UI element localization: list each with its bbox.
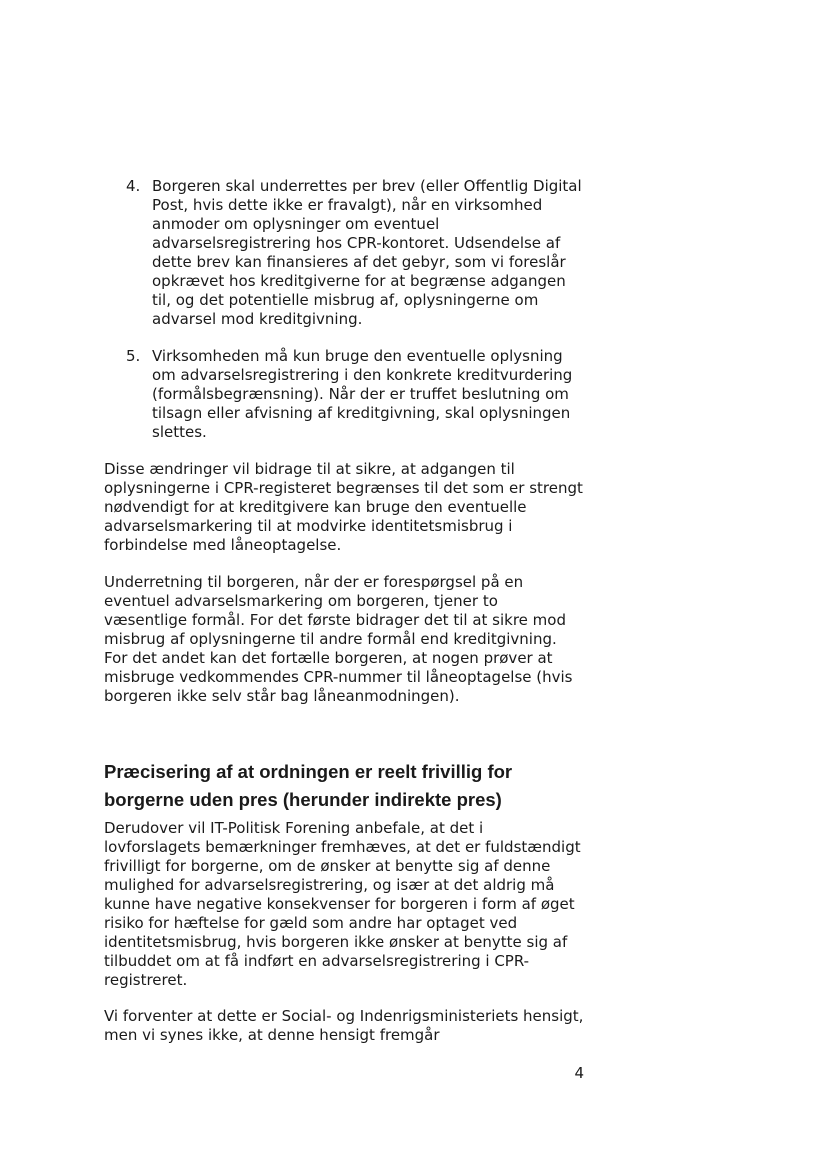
- list-item: [104, 347, 584, 442]
- list-item-text: Borgeren skal underrettes per brev (eller Offentlig Digital Post, hvis dette ikke er fravalgt), når en virksomhed anmoder om oplysninger om eventuel advarselsregistrering hos CPR-kontoret. Udsendelse af dette brev kan finansieres af det gebyr, som vi foreslår opkrævet hos kreditgiverne for at begrænse adgangen til, og det potentielle misbrug af, oplysningerne om advarsel mod kreditgivning.: [152, 177, 582, 328]
- numbered-list: [104, 177, 584, 460]
- paragraph-recommendation: Derudover vil IT-Politisk Forening anbefale, at det i lovforslagets bemærkninger fremhæves, at det er fuldstændigt frivilligt for borgerne, om de ønsker at benytte sig af denne mulighed for advarselsregistrering, og især at det aldrig må kunne have negative konsekvenser for borgeren i form af øget risiko for hæftelse for gæld som andre har optaget ved identitetsmisbrug, hvis borgeren ikke ønsker at benytte sig af tilbuddet om at få indført en advarselsregistrering i CPR-registreret.: [104, 819, 581, 989]
- page-number: 4: [574, 1064, 584, 1082]
- paragraph-access-restriction: Disse ændringer vil bidrage til at sikre, at adgangen til oplysningerne i CPR-registeret begrænses til det som er strengt nødvendigt for at kreditgivere kan bruge den eventuelle advarselsmarkering til at modvirke identitetsmisbrug i forbindelse med låneoptagelse.: [104, 460, 583, 554]
- list-item: [104, 177, 584, 329]
- paragraph-expectation: Vi forventer at dette er Social- og Indenrigsministeriets hensigt, men vi synes ikke, at denne hensigt fremgår: [104, 1007, 584, 1044]
- list-marker: 4.: [126, 177, 141, 195]
- section-heading: Præcisering af at ordningen er reelt frivillig for borgerne uden pres (herunder indirekte pres): [104, 761, 513, 810]
- list-marker: 5.: [126, 347, 141, 365]
- list-item-text: Virksomheden må kun bruge den eventuelle oplysning om advarselsregistrering i den konkrete kreditvurdering (formålsbegrænsning). Når der er truffet beslutning om tilsagn eller afvisning af kreditgivning, skal oplysningen slettes.: [152, 347, 573, 441]
- paragraph-notification-purpose: Underretning til borgeren, når der er forespørgsel på en eventuel advarselsmarkering om borgeren, tjener to væsentlige formål. For det første bidrager det til at sikre mod misbrug af oplysningerne til andre formål end kreditgivning. For det andet kan det fortælle borgeren, at nogen prøver at misbruge vedkommendes CPR-nummer til låneoptagelse (hvis borgeren ikke selv står bag låneanmodningen).: [104, 573, 573, 705]
